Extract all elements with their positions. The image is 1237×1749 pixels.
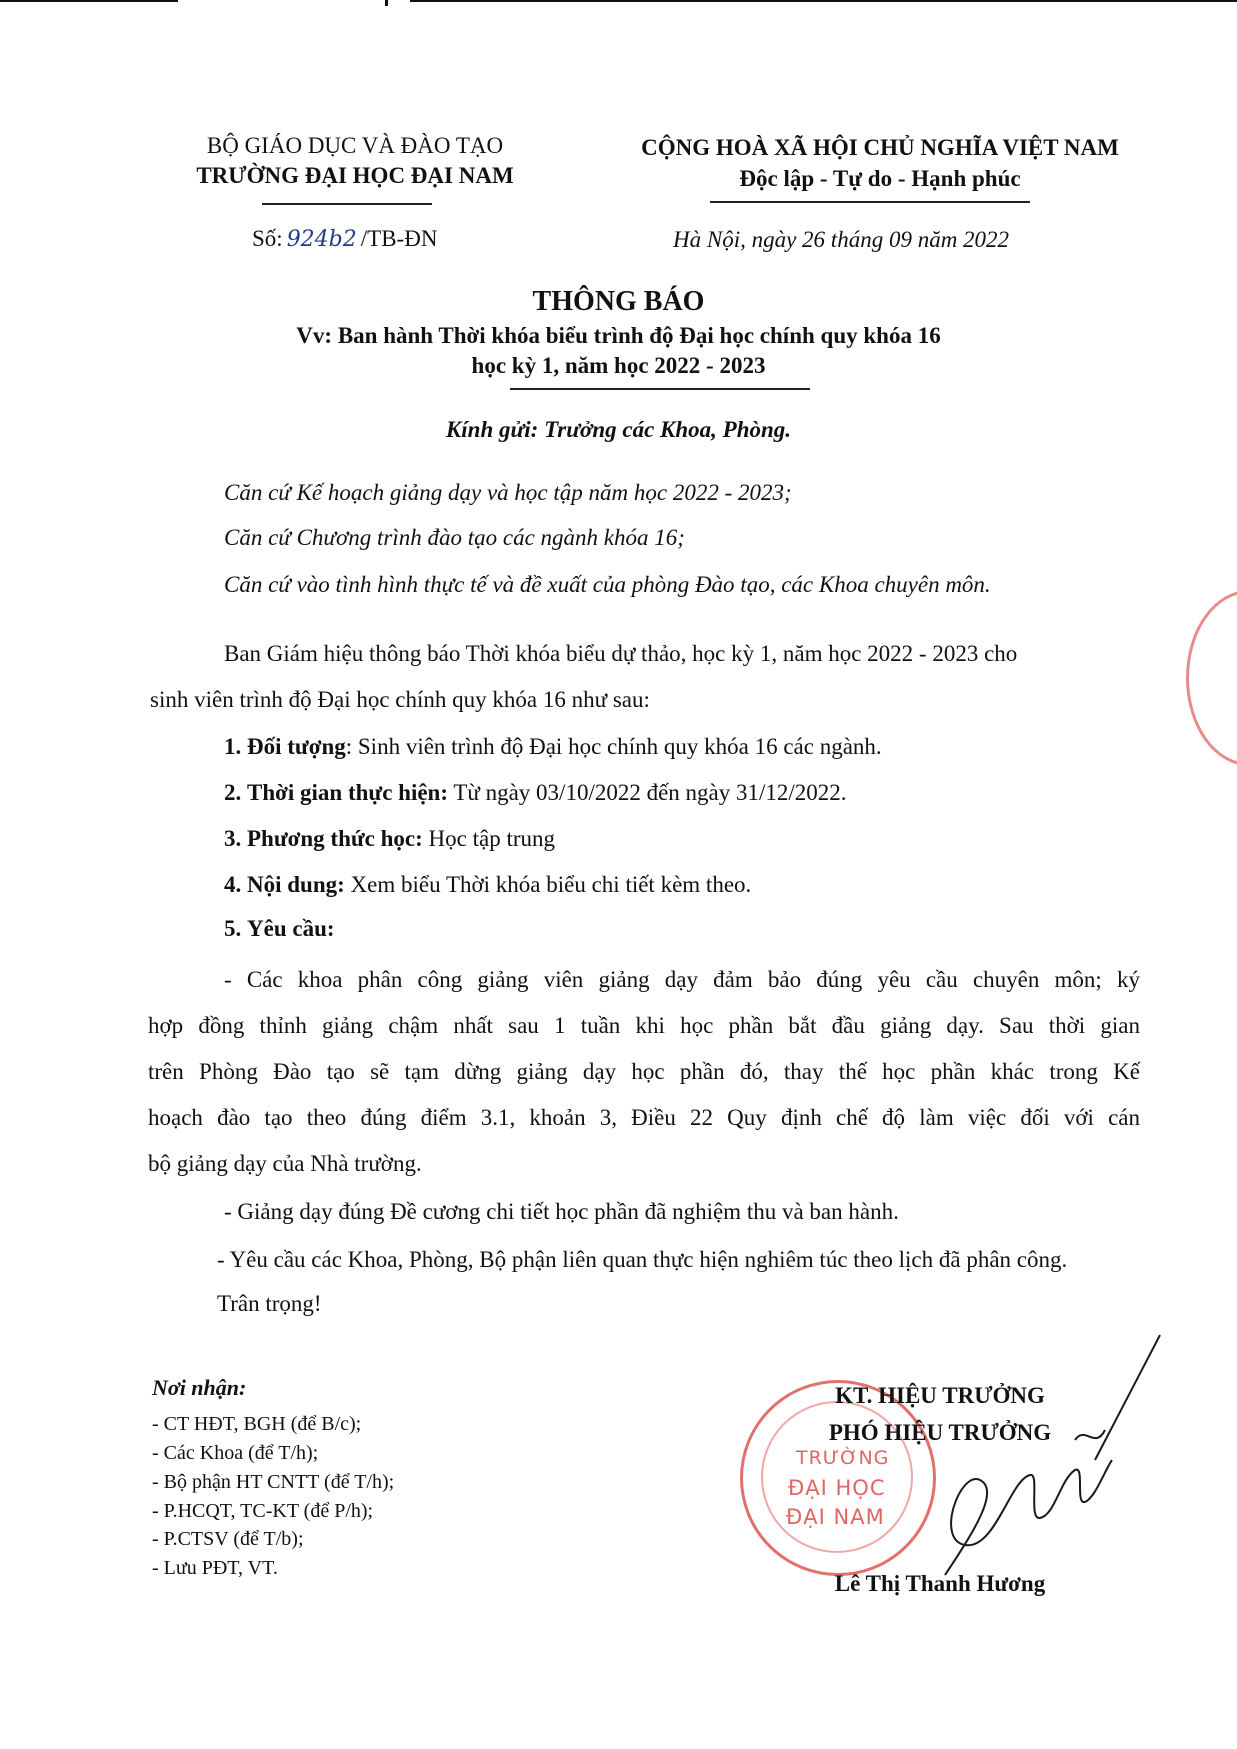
scan-edge-mark: [410, 0, 1237, 2]
intro-line-1: Ban Giám hiệu thông báo Thời khóa biểu dự thảo, học kỳ 1, năm học 2022 - 2023 cho: [224, 641, 1018, 666]
requirement-1-line-5: bộ giảng dạy của Nhà trường.: [148, 1151, 422, 1176]
basis-3: Căn cứ vào tình hình thực tế và đề xuất của phòng Đào tạo, các Khoa chuyên môn.: [224, 572, 991, 597]
country-name: CỘNG HOÀ XÃ HỘI CHỦ NGHĨA VIỆT NAM: [641, 135, 1119, 160]
handwritten-signature: [880, 1330, 1180, 1590]
subject-line-2: học kỳ 1, năm học 2022 - 2023: [471, 353, 766, 378]
scan-edge-mark: [0, 0, 178, 2]
requirement-2: - Giảng dạy đúng Đề cương chi tiết học phần đã nghiệm thu và ban hành.: [224, 1199, 899, 1224]
requirement-3: - Yêu cầu các Khoa, Phòng, Bộ phận liên quan thực hiện nghiêm túc theo lịch đã phân công.: [217, 1247, 1068, 1272]
basis-2: Căn cứ Chương trình đào tạo các ngành khóa 16;: [224, 525, 685, 550]
edge-seal-fragment: [1186, 590, 1237, 766]
motto-underline: [710, 201, 1030, 203]
item-3: 3. Phương thức học: Học tập trung: [224, 826, 556, 851]
place-date: Hà Nội, ngày 26 tháng 09 năm 2022: [673, 227, 1010, 252]
distribution-item: - CT HĐT, BGH (để B/c);: [152, 1413, 362, 1435]
item-2: 2. Thời gian thực hiện: Từ ngày 03/10/2022 đến ngày 31/12/2022.: [224, 780, 847, 805]
basis-1: Căn cứ Kế hoạch giảng dạy và học tập năm học 2022 - 2023;: [224, 480, 792, 505]
requirement-1-line-3: trên Phòng Đào tạo sẽ tạm dừng giảng dạy học phần đó, thay thế học phần khác trong Kế: [148, 1059, 1140, 1084]
signer-name: Lê Thị Thanh Hương: [834, 1571, 1046, 1596]
distribution-item: - P.HCQT, TC-KT (để P/h);: [152, 1500, 374, 1522]
signature-title-2: PHÓ HIỆU TRƯỞNG: [828, 1420, 1052, 1445]
requirement-1-line-2: hợp đồng thỉnh giảng chậm nhất sau 1 tuần khi học phần bắt đầu giảng dạy. Sau thời gian: [148, 1013, 1140, 1038]
title-underline: [510, 388, 810, 390]
intro-line-2: sinh viên trình độ Đại học chính quy khóa 16 như sau:: [150, 687, 650, 712]
distribution-item: - Lưu PĐT, VT.: [152, 1557, 278, 1579]
closing-greeting: Trân trọng!: [217, 1291, 322, 1316]
page-title: THÔNG BÁO: [532, 286, 705, 317]
school-name: TRƯỜNG ĐẠI HỌC ĐẠI NAM: [196, 163, 514, 188]
item-4: 4. Nội dung: Xem biểu Thời khóa biểu chi tiết kèm theo.: [224, 872, 752, 897]
requirement-1-line-1: - Các khoa phân công giảng viên giảng dạy đảm bảo đúng yêu cầu chuyên môn; ký: [224, 967, 1140, 992]
school-underline: [262, 203, 432, 205]
distribution-item: - Bộ phận HT CNTT (để T/h);: [152, 1471, 395, 1493]
item-5: 5. Yêu cầu:: [224, 916, 335, 941]
ministry-name: BỘ GIÁO DỤC VÀ ĐÀO TẠO: [206, 133, 504, 158]
distribution-item: - P.CTSV (để T/b);: [152, 1528, 304, 1550]
seal-text: TRƯỜNG: [796, 1447, 890, 1469]
scan-edge-mark: [385, 0, 388, 6]
signature-title-1: KT. HIỆU TRƯỞNG: [835, 1383, 1045, 1408]
subject-line-1: Vv: Ban hành Thời khóa biểu trình độ Đại học chính quy khóa 16: [296, 323, 941, 348]
recipient-line: Kính gửi: Trưởng các Khoa, Phòng.: [445, 417, 792, 442]
distribution-item: - Các Khoa (để T/h);: [152, 1442, 319, 1464]
handwritten-number: 924b2: [286, 227, 357, 252]
distribution-heading: Nơi nhận:: [152, 1375, 247, 1400]
seal-text: ĐẠI HỌC: [788, 1476, 886, 1500]
item-1: 1. Đối tượng: Sinh viên trình độ Đại học chính quy khóa 16 các ngành.: [224, 734, 882, 759]
seal-text: ĐẠI NAM: [786, 1505, 885, 1529]
national-motto: Độc lập - Tự do - Hạnh phúc: [739, 166, 1021, 191]
document-number: Số: 924b2 /TB-ĐN: [252, 226, 438, 252]
requirement-1-line-4: hoạch đào tạo theo đúng điểm 3.1, khoản 3, Điều 22 Quy định chế độ làm việc đối với cán: [148, 1105, 1140, 1130]
